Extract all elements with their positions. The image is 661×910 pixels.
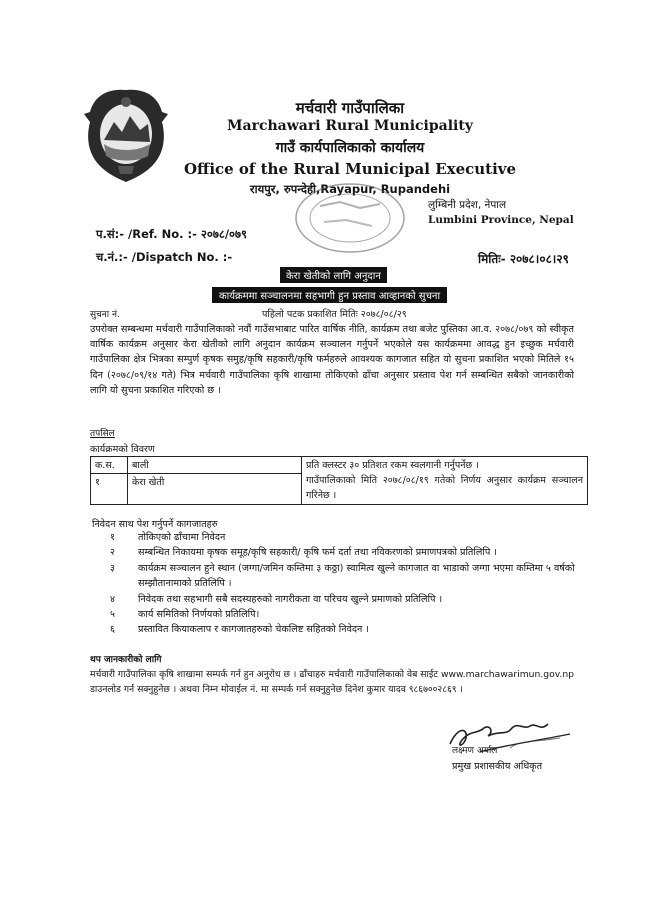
list-item-number: २ (110, 547, 115, 559)
table-header-cell: क.स. (91, 457, 128, 474)
office-name-nepali: गाउँ कार्यपालिकाको कार्यालय (275, 140, 425, 156)
list-item-text: कार्य समितिको निर्णयको प्रतिलिपि। (138, 609, 260, 621)
list-item (110, 607, 580, 622)
signatory-title: प्रमुख प्रशासकीय अधिकृत (452, 761, 543, 772)
table-note-line1: प्रति क्लस्टर ३० प्रतिशत रकम स्वलगानी गर्नुपर्नेछ । (306, 460, 479, 471)
contact-paragraph: मर्चवारी गाउँपालिका कृषि शाखामा सम्पर्क गर्न हुन अनुरोध छ । ढाँचाहरु मर्चवारी गाउँपालिकाको वेब साईट www.marchawarimun.gov.np डाउनलोड गर्न सक्नुहुनेछ । अथवा निम्न मोवाईल नं. मा सम्पर्क गर्न सक्नुहुनेछ दिनेश कुमार यादव ९८६७००२८६९ । (90, 669, 574, 695)
list-item-number: १ (110, 532, 115, 543)
signatory-name: लक्ष्मण अर्याल (452, 746, 498, 756)
notice-title-line2: कार्यक्रममा सञ्चालनमा सहभागी हुन प्रस्ताव आव्हानको सुचना (212, 287, 447, 303)
list-item-text: कार्यक्रम सञ्चालन हुने स्थान (जग्गा/जमिन कम्तिमा ३ कठ्ठा) स्वामित्व खुल्ने कागजात वा भाडाको जग्गा भएमा कम्तिमा ५ वर्षको सम्झौतानामाको प्रतिलिपि । (138, 562, 575, 590)
province-nepali: लुम्बिनी प्रदेश, नेपाल (428, 199, 507, 211)
municipality-name-nepali: मर्चवारी गाउँपालिका (295, 99, 405, 117)
reference-number: प.सं:- /Ref. No. :- २०७८/०७९ (96, 227, 247, 241)
table-cell: १ (91, 474, 128, 505)
list-item-number: ३ (110, 562, 115, 574)
details-heading: तपसिल (90, 429, 115, 439)
office-seal-stamp (290, 176, 410, 256)
more-info-heading: थप जानकारीको लागि (90, 655, 162, 665)
program-table (90, 456, 588, 505)
notice-body: उपरोक्त सम्बन्धमा मर्चवारी गाउँपालिकाको नवौं गाउँसभाबाट पारित वार्षिक नीति, कार्यक्रम तथा बजेट पुस्तिका आ.व. २०७८/०७९ को स्वीकृत वार्षिक कार्यक्रम अनुसार केरा खेतीको लागि अनुदान कार्यक्रम सञ्चालन गर्नुपर्ने भएकोले यस कार्यक्रममा आवद्ध हुन इच्छुक मर्चवारी गाउँपालिका क्षेत्र भित्रका सम्पुर्ण कृषक समुह/कृषि सहकारी/कृषि फर्महरुले आवश्यक कागजात सहित यो सुचना प्रकाशित भएको मितिले १५ दिन (२०७८/०९/१४ गते) भित्र मर्चवारी गाउँपालिका कृषि शाखामा तोकिएको ढाँचा अनुसार प्रस्ताव पेश गर्न सम्बन्धित सबैको जानकारीको लागि यो सुचना प्रकाशित गरिएको छ । (90, 324, 574, 396)
list-item-number: ६ (110, 624, 115, 636)
list-item-number: ४ (110, 593, 115, 605)
list-item (110, 545, 580, 560)
office-name-english: Office of the Rural Municipal Executive (183, 160, 517, 178)
dispatch-number: च.नं.:- /Dispatch No. :- (96, 250, 233, 264)
notice-title-line1: केरा खेतीको लागि अनुदान (280, 267, 387, 283)
office-address: रायपुर, रुपन्देही,Rayapur, Rupandehi (249, 182, 451, 196)
program-details-label: कार्यक्रमको विवरण (90, 444, 155, 455)
list-item-text: सम्बन्धित निकायमा कृषक समूह/कृषि सहकारी/ कृषि फर्म दर्ता तथा नविकरणको प्रमाणपत्रको प्रतिलिपि । (138, 547, 498, 559)
list-item (110, 530, 580, 545)
list-item-text: निवेदक तथा सहभागी सबै सदस्यहरुको नागरीकता वा परिचय खुल्ने प्रमाणको प्रतिलिपि । (138, 593, 443, 605)
document-date: मितिः- २०७८।०८।२९ (478, 252, 569, 266)
list-item (110, 592, 580, 607)
table-header-cell: बाली (128, 457, 302, 474)
requirements-list (110, 530, 580, 638)
list-item-text: तोकिएको ढाँचामा निवेदन (138, 532, 226, 543)
list-item (110, 622, 580, 637)
first-published-date: पहिलो पटक प्रकाशित मितिः २०७८/०८/२९ (262, 309, 407, 320)
list-item-number: ५ (110, 609, 115, 621)
table-cell: केरा खेती (128, 474, 302, 505)
municipality-name-english: Marchawari Rural Municipality (227, 118, 473, 134)
list-item (110, 561, 580, 592)
table-header-row (91, 457, 588, 474)
list-item-text: प्रस्तावित कियाकलाप र कागजातहरुको चेकलिष्ट सहितको निवेदन । (138, 624, 370, 636)
table-note-line2: गाउँपालिकाको मिति २०७८/०८/१९ गतेको निर्णय अनुसार कार्यक्रम सञ्चालन गरिनेछ । (306, 475, 583, 501)
requirements-heading: निवेदन साथ पेश गर्नुपर्ने कागजातहरु (92, 519, 218, 530)
province-english: Lumbini Province, Nepal (428, 214, 574, 226)
table-note-cell (302, 457, 588, 505)
notice-number-label: सुचना नं. (90, 310, 120, 320)
nepal-government-emblem-icon (78, 82, 174, 192)
